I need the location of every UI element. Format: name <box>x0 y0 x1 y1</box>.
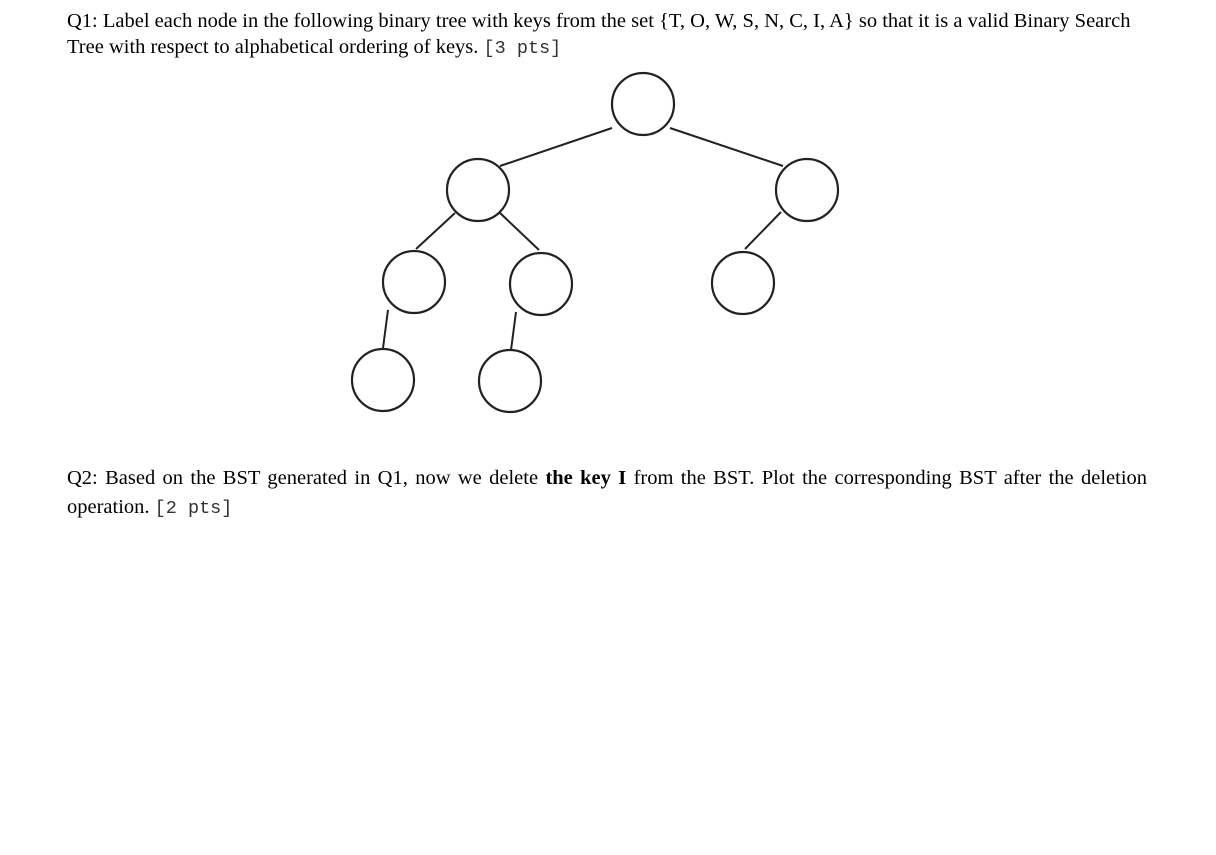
question-2-text-before: Q2: Based on the BST generated in Q1, now we delete <box>67 467 539 489</box>
question-2-points: [2 pts] <box>154 498 233 519</box>
tree-node-left-right <box>510 253 572 315</box>
question-2-key-bold: the key I <box>545 467 627 489</box>
tree-node-left <box>447 159 509 221</box>
question-2-text-after: from the BST. Plot the corresponding BST after the deletion operation. <box>67 467 1148 518</box>
tree-edge-left-rightchild <box>500 213 539 250</box>
tree-edge-left-leftchild <box>416 213 455 249</box>
tree-node-right <box>776 159 838 221</box>
tree-edge-root-left <box>500 128 612 166</box>
tree-edge-ll-child <box>383 310 388 348</box>
tree-node-root <box>612 73 674 135</box>
tree-node-left-right-child <box>479 350 541 412</box>
question-1-points: [3 pts] <box>483 38 562 59</box>
tree-edge-right-leftchild <box>745 212 781 249</box>
question-1-text: Q1: Label each node in the following binary tree with keys from the set {T, O, W, S, N, C, I, A} so that it is a valid Binary Search Tree with respect to alphabetical ordering of keys. <box>67 10 1131 58</box>
tree-node-left-left-child <box>352 349 414 411</box>
tree-edge-lr-child <box>511 312 516 350</box>
tree-node-left-left <box>383 251 445 313</box>
question-2 <box>67 464 1147 523</box>
tree-edge-root-right <box>670 128 783 166</box>
tree-node-right-left <box>712 252 774 314</box>
